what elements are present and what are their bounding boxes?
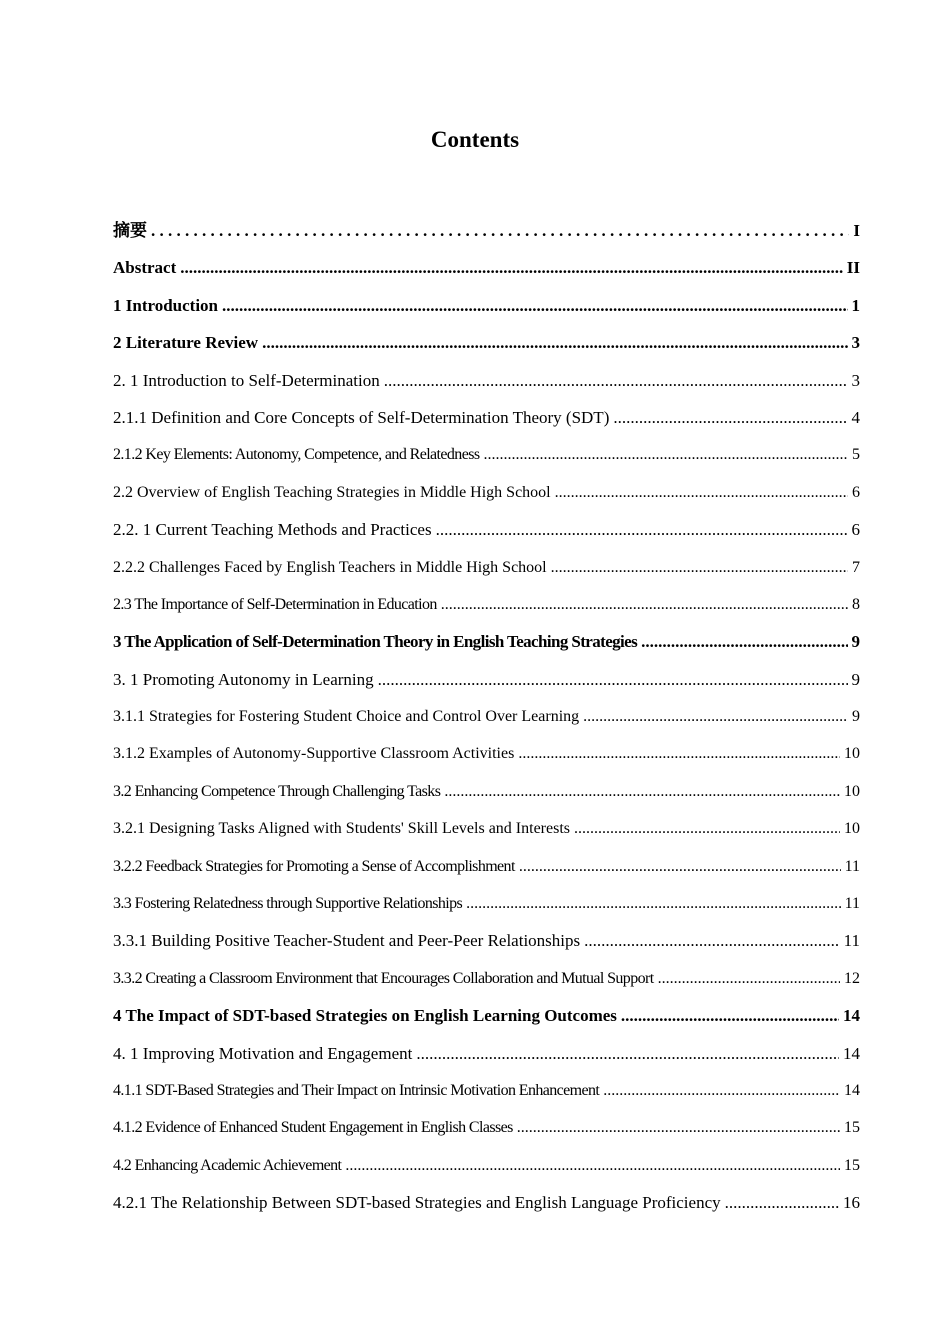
toc-entry-page-number: 12: [844, 969, 860, 987]
toc-entry[interactable]: [113, 810, 860, 847]
dot-leader: [613, 399, 847, 436]
dot-leader: [621, 997, 839, 1034]
toc-entry[interactable]: [113, 511, 860, 548]
toc-entry-page-number: 10: [844, 745, 860, 763]
dot-leader: [583, 698, 848, 735]
toc-entry-label: Abstract: [113, 258, 177, 278]
toc-entry-page-number: 6: [851, 520, 860, 540]
toc-entry-page-number: 9: [851, 632, 860, 652]
toc-entry-page-number: 14: [843, 1043, 860, 1063]
toc-entry[interactable]: [113, 1184, 860, 1221]
dot-leader: [658, 960, 840, 997]
toc-entry-label: 2.3 The Importance of Self-Determination in Education: [113, 595, 437, 613]
toc-entry-label: 4.1.2 Evidence of Enhanced Student Engagement in English Classes: [113, 1119, 513, 1137]
toc-entry[interactable]: [113, 1072, 860, 1109]
contents-title: Contents: [430, 127, 520, 152]
toc-entry-page-number: 5: [852, 446, 860, 464]
toc-entry[interactable]: [113, 324, 860, 361]
toc-entry-page-number: 1: [851, 295, 860, 315]
toc-entry-label: 3.2 Enhancing Competence Through Challenging Tasks: [113, 782, 441, 800]
dot-leader: [641, 623, 847, 660]
toc-entry-label: 3.3.1 Building Positive Teacher-Student and Peer-Peer Relationships: [113, 931, 581, 951]
toc-entry-page-number: 11: [844, 895, 860, 913]
toc-entry-page-number: 8: [852, 595, 860, 613]
toc-entry-page-number: 15: [844, 1156, 860, 1174]
dot-leader: [574, 810, 840, 847]
toc-entry[interactable]: [113, 586, 860, 623]
toc-entry-page-number: I: [853, 221, 860, 240]
table-of-contents: [113, 212, 860, 1222]
toc-entry[interactable]: [113, 997, 860, 1034]
toc-entry-page-number: 14: [843, 1006, 860, 1026]
toc-entry[interactable]: [113, 287, 860, 324]
toc-entry-page-number: 3: [851, 370, 860, 390]
dot-leader: [151, 212, 849, 249]
dot-leader: [518, 735, 840, 772]
toc-entry[interactable]: [113, 549, 860, 586]
toc-entry[interactable]: [113, 960, 860, 997]
toc-entry-page-number: 9: [852, 708, 860, 726]
dot-leader: [180, 249, 843, 286]
toc-entry-label: 4 The Impact of SDT-based Strategies on English Learning Outcomes: [113, 1006, 617, 1026]
toc-entry[interactable]: [113, 773, 860, 810]
dot-leader: [517, 1109, 840, 1146]
toc-entry-page-number: 16: [843, 1193, 860, 1213]
toc-entry-label: 3 The Application of Self-Determination Theory in English Teaching Strategies: [113, 632, 638, 652]
toc-entry-page-number: 14: [844, 1081, 860, 1099]
toc-entry-label: 3.1.2 Examples of Autonomy-Supportive Classroom Activities: [113, 745, 515, 763]
toc-entry-label: 4.2 Enhancing Academic Achievement: [113, 1156, 342, 1174]
toc-entry-label: 2.2. 1 Current Teaching Methods and Practices: [113, 520, 432, 540]
toc-entry[interactable]: [113, 474, 860, 511]
dot-leader: [555, 474, 848, 511]
toc-entry-page-number: 6: [852, 483, 860, 501]
toc-entry[interactable]: [113, 661, 860, 698]
toc-entry[interactable]: [113, 1035, 860, 1072]
toc-entry[interactable]: [113, 885, 860, 922]
toc-entry-label: 2 Literature Review: [113, 333, 259, 353]
toc-entry[interactable]: [113, 735, 860, 772]
toc-entry[interactable]: [113, 922, 860, 959]
dot-leader: [584, 922, 839, 959]
dot-leader: [222, 287, 847, 324]
toc-entry-label: 2.1.2 Key Elements: Autonomy, Competence, and Relatedness: [113, 446, 480, 464]
toc-entry[interactable]: [113, 698, 860, 735]
toc-entry-label: 4.2.1 The Relationship Between SDT-based Strategies and English Language Proficiency: [113, 1193, 721, 1213]
toc-entry-label: 3.3 Fostering Relatedness through Supportive Relationships: [113, 895, 463, 913]
dot-leader: [725, 1184, 839, 1221]
toc-entry-page-number: 15: [844, 1119, 860, 1137]
toc-entry-label: 3.1.1 Strategies for Fostering Student Choice and Control Over Learning: [113, 708, 580, 726]
toc-entry-page-number: 3: [851, 333, 860, 353]
dot-leader: [441, 586, 848, 623]
dot-leader: [466, 885, 840, 922]
toc-entry-label: 3.2.2 Feedback Strategies for Promoting a Sense of Accomplishment: [113, 857, 515, 875]
toc-entry[interactable]: [113, 399, 860, 436]
toc-entry-page-number: 7: [852, 558, 860, 576]
dot-leader: [436, 511, 848, 548]
toc-entry-label: 2.1.1 Definition and Core Concepts of Self-Determination Theory (SDT): [113, 407, 610, 427]
dot-leader: [384, 362, 848, 399]
toc-entry-page-number: 11: [843, 931, 860, 951]
toc-entry-label: 4.1.1 SDT-Based Strategies and Their Impact on Intrinsic Motivation Enhancement: [113, 1081, 600, 1099]
toc-entry[interactable]: [113, 362, 860, 399]
toc-entry-page-number: 11: [844, 857, 860, 875]
toc-entry[interactable]: [113, 212, 860, 249]
toc-entry-label: 2.2.2 Challenges Faced by English Teachers in Middle High School: [113, 558, 547, 576]
toc-entry-page-number: II: [846, 258, 860, 278]
dot-leader: [519, 848, 841, 885]
toc-entry-page-number: 10: [844, 782, 860, 800]
toc-entry-page-number: 4: [851, 407, 860, 427]
dot-leader: [378, 661, 848, 698]
toc-entry[interactable]: [113, 1147, 860, 1184]
toc-entry[interactable]: [113, 1109, 860, 1146]
toc-entry[interactable]: [113, 848, 860, 885]
toc-entry-label: 2. 1 Introduction to Self-Determination: [113, 370, 380, 390]
toc-entry-page-number: 9: [851, 669, 860, 689]
toc-entry-page-number: 10: [844, 820, 860, 838]
toc-entry[interactable]: [113, 623, 860, 660]
dot-leader: [262, 324, 847, 361]
dot-leader: [483, 436, 848, 473]
dot-leader: [345, 1147, 840, 1184]
toc-entry-label: 3.3.2 Creating a Classroom Environment that Encourages Collaboration and Mutual Support: [113, 969, 654, 987]
toc-entry[interactable]: [113, 249, 860, 286]
toc-entry-label: 2.2 Overview of English Teaching Strategies in Middle High School: [113, 483, 551, 501]
toc-entry-label: 摘要: [113, 221, 147, 240]
toc-entry[interactable]: [113, 436, 860, 473]
dot-leader: [551, 549, 848, 586]
dot-leader: [603, 1072, 840, 1109]
dot-leader: [416, 1035, 839, 1072]
toc-entry-label: 4. 1 Improving Motivation and Engagement: [113, 1043, 413, 1063]
toc-entry-label: 1 Introduction: [113, 295, 219, 315]
toc-entry-label: 3. 1 Promoting Autonomy in Learning: [113, 669, 374, 689]
dot-leader: [444, 773, 840, 810]
toc-entry-label: 3.2.1 Designing Tasks Aligned with Students' Skill Levels and Interests: [113, 820, 570, 838]
